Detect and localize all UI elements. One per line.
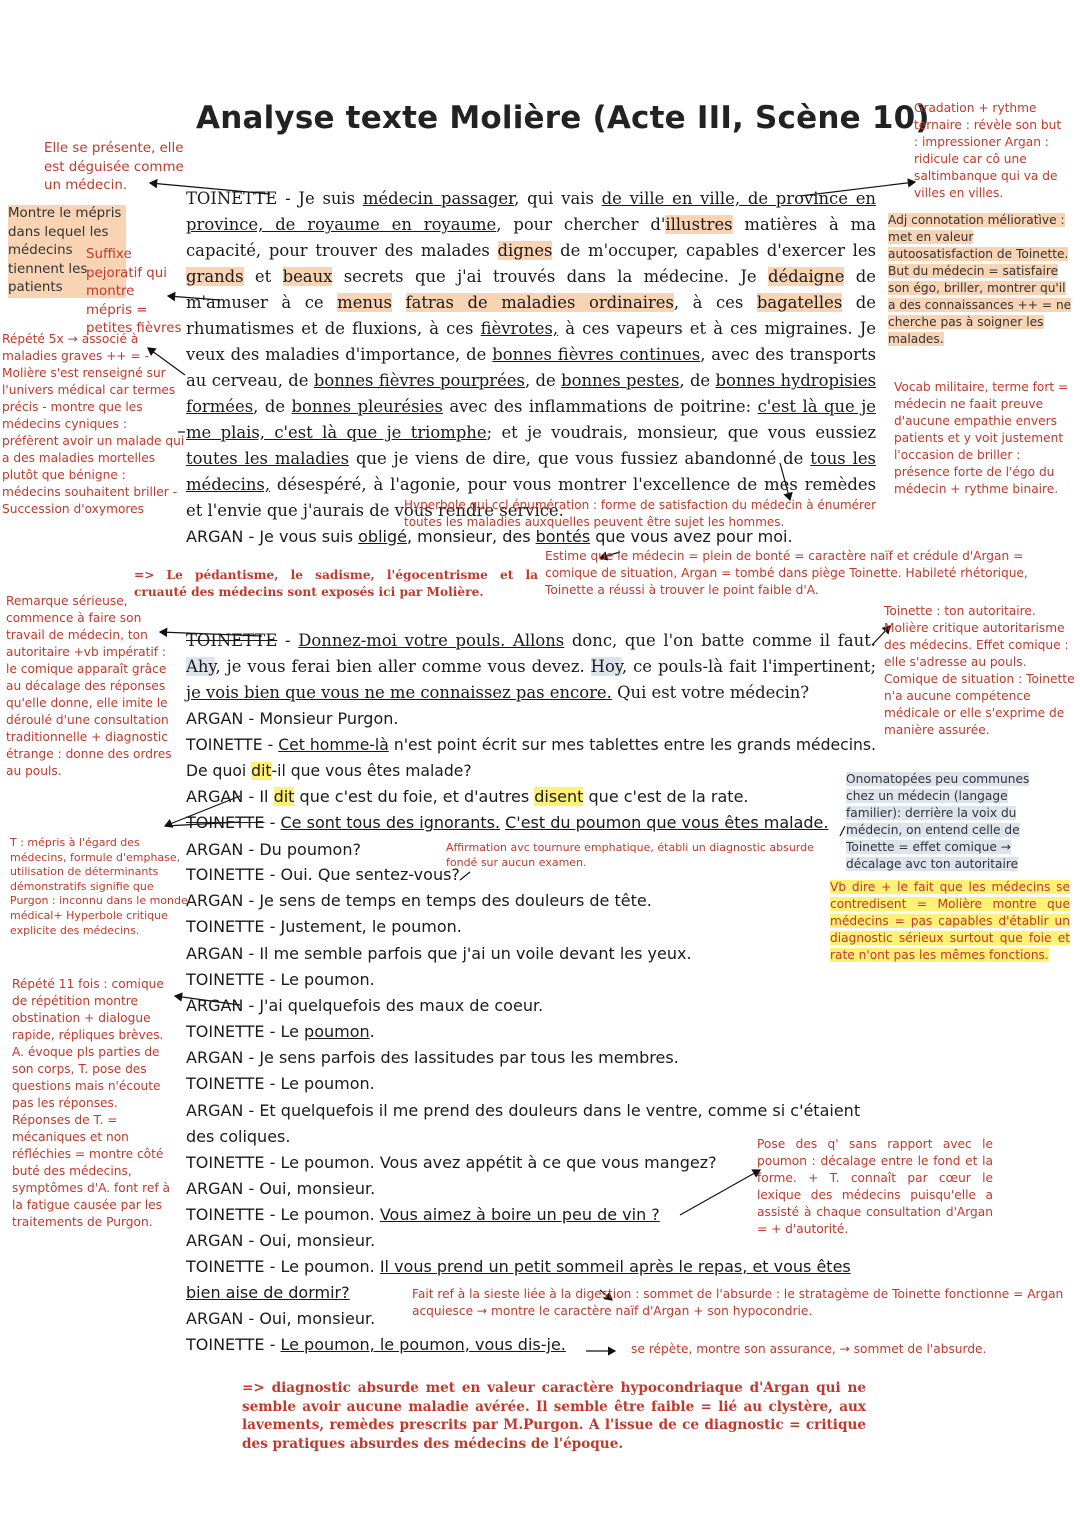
highlight: Hoy [590,657,622,676]
text-fragment [392,293,406,312]
text-fragment: TOINETTE - [186,736,279,754]
text-fragment: ARGAN - Il [186,787,274,806]
text-fragment: secrets que j'ai trouvés dans la médecine. Je [332,267,768,286]
text-fragment: tous les médecins, [186,449,876,494]
text-fragment: Cet homme-là [278,736,389,754]
note-pedantism: => Le pédantisme, le sadisme, l'égocentrisme et la cruauté des médecins sont exposés ici par Molière. [134,568,538,599]
text-fragment: , de [253,397,292,416]
toinette-line-10 [186,1332,566,1358]
text-fragment: , de [524,371,562,390]
note-disguise: Elle se présente, elle est déguisée comme un médecin. [44,141,184,194]
text-fragment: ARGAN - Je vous suis [186,527,359,546]
text-fragment: TOINETTE - Le poumon. [186,1257,380,1276]
text-fragment: que je viens de dire, que vous fussiez abandonné de [349,449,811,468]
highlight: Adj connotation mélioratìve : met en valeur autoosatisfaction de Toinette. But du médecin = satisfaire son égo, briller, montrer qu'il a des connaissances ++ = ne cherche pas à soigner les malades. [888,213,1072,346]
dialogue-line: TOINETTE - Oui. Que sentez-vous? [186,865,460,884]
note-authority: Toinette : ton autoritaire. Molière critique autoritarisme des médecins. Effet comique : elle s'adresse au pouls. Comique de situation : Toinette n'a aucune compétence médicale or elle s'exprime de manière assurée. [884,604,1075,737]
text-fragment: , qui vais [514,189,602,208]
toinette-line-5 [186,1019,375,1045]
note-contempt: Montre le mépris dans lequel les médecins tiennent les patients [8,205,126,298]
argan-line-2: ARGAN - Monsieur Purgon. [186,709,399,728]
conclusion: => diagnostic absurde met en valeur caractère hypocondriaque d'Argan qui ne semble avoir aucune maladie avérée. Il semble être faible = lié au clystère, aux lavements, remèdes prescrits par M.Purgon. A l'issue de ce diagnostic = critique des pratiques absurdes des médecins de l'époque. [242,1380,866,1452]
text-fragment: n'est point écrit sur mes tablettes entre les grands médecins. De quoi [186,736,877,780]
text-fragment: de rhumatismes et de fluxions, à ces [186,293,876,338]
dialogue-line: ARGAN - Du poumon? [186,840,361,859]
text-fragment: , à ces [673,293,757,312]
dialogue-line: TOINETTE - Le poumon. [186,970,375,989]
toinette-pulse [186,628,876,706]
highlight: dédaigne [767,267,845,286]
highlight: dit [251,762,272,780]
toinette-line-6: TOINETTE - Le poumon. [186,1074,375,1093]
argan-line-3 [186,784,749,810]
argan-line-5: ARGAN - Je sens parfois des lassitudes par tous les membres. [186,1048,679,1067]
text-fragment: fièvrotes, [480,319,559,338]
text-fragment: à ces vapeurs et à ces migraines. Je veux des maladies d'importance, de [186,319,876,364]
note-contradiction [830,879,1070,964]
highlight: Vb dire + le fait que les médecins se contredisent = Molière montre que médecins = pas capables d'établir un diagnostic sérieux surtout que foie et rate n'ont pas les mêmes fonctions. [830,880,1070,962]
argan-line-8: ARGAN - Oui, monsieur. [186,1231,376,1250]
note-serious: Remarque sérieuse, commence à faire son travail de médecin, ton autoritaire +vb impératif : le comique apparaît grâce au décalage des réponses qu'elle donne, elle imite le déroulé d'une consultation traditionnelle + diagnostic étrange : donne des ordres au pouls. [6,594,172,778]
text-fragment: , monsieur, des [406,527,536,546]
text-fragment: -il que vous êtes malade? [271,762,472,780]
text-fragment: TOINETTE - Le [186,1022,305,1041]
text-fragment: je vois bien que vous ne me connaissez pas encore. [186,683,612,702]
highlight: Ahy [186,657,216,676]
text-fragment: matières à ma capacité, pour trouver des malades [186,215,876,260]
note-onomatopoeia [846,771,1050,873]
text-fragment: ; et je voudrais, monsieur, que vous eussiez [486,423,876,442]
toinette-line-8 [186,1202,660,1228]
dialogue-line: ARGAN - Il me semble parfois que j'ai un voile devant les yeux. [186,944,692,963]
note-repetition-5x: Répété 5x → associé à maladies graves ++ = -Molière s'est renseigné sur l'univers médical car termes précis - montre que les médecins cyniques : préfèrent avoir un malade qui a des maladies mortelles plutôt que bénigne : médecins souhaitent briller - Succession d'oxymores [2,332,185,516]
text-fragment: . [369,1022,375,1041]
text-fragment: c'est là que je me plais, c'est là que je triomphe [186,397,877,442]
text-fragment: que c'est du foie, et d'autres [294,787,535,806]
text-fragment: bonnes fièvres pourprées [313,371,525,390]
text-fragment: , avec des transports au cerveau, de [186,345,877,390]
text-fragment: C'est du poumon que vous êtes malade. [505,813,829,832]
note-purgon: T : mépris à l'égard des médecins, formule d'emphase, utilisation de déterminants démonstratifs signifie que Purgon : inconnu dans le monde médical+ Hyperbole critique explicite des médecins. [10,836,188,937]
highlight: dignes [497,241,553,260]
text-fragment: bonnes pestes [561,371,680,390]
text-fragment: et [243,267,283,286]
note-assurance: se répète, montre son assurance, → sommet de l'absurde. [631,1342,987,1356]
note-kindness: Estime que le médecin = plein de bonté = caractère naïf et crédule d'Argan = comique de situation, Argan = tombé dans piège Toinette. Habileté rhétorique, Toinette a réussi à trouver le point faible d'A. [545,549,1028,597]
highlight: dit [273,787,295,806]
toinette-line-3 [186,732,876,784]
note-questions: Pose des q' sans rapport avec le poumon : décalage entre le fond et la forme. + T. connaît par cœur le lexique des médecins puisqu'elle a assisté à chaque consultation d'Argan = + d'autorité. [757,1137,993,1236]
highlight: bagatelles [756,293,843,312]
text-fragment: , ce pouls-là fait l'impertinent; [621,657,876,676]
dialogue-line: ARGAN - J'ai quelquefois des maux de coeur. [186,996,544,1015]
toinette-line-7: TOINETTE - Le poumon. Vous avez appétit à ce que vous mangez? [186,1153,717,1172]
text-fragment: bonnes pleurésies [291,397,443,416]
text-fragment: Donnez-moi votre pouls. Allons [298,631,565,650]
highlight: grands [186,267,244,286]
argan-line-7: ARGAN - Oui, monsieur. [186,1179,376,1198]
text-fragment: - Je suis [277,189,363,208]
text-fragment: , je vous ferai bien aller comme vous devez. [215,657,591,676]
toinette-line-4 [186,810,828,836]
note-repetition-11x: Répété 11 fois : comique de répétition montre obstination + dialogue rapide, répliques brèves. A. évoque pls parties de son corps, T. pose des questions mais n'écoute pas les réponses. Réponses de T. = mécaniques et non réfléchies = montre côté buté des médecins, symptômes d'A. font ref à la fatigue causée par les traitements de Purgon. [12,977,170,1229]
text-fragment: , de [679,371,716,390]
text-fragment: TOINETTE [186,813,265,832]
text-fragment: Le poumon, le poumon, vous dis-je. [280,1335,566,1354]
note-gradation: Gradation + rythme ternaire : révèle son but : impressioner Argan : ridicule car cô une saltimbanque qui va de villes en villes. [914,101,1062,200]
text-fragment: Vous aimez à boire un peu de vin ? [379,1205,660,1224]
text-fragment: médecin passager [362,189,515,208]
text-fragment: , pour chercher d' [496,215,666,234]
text-fragment: - [277,631,299,650]
note-meliorative [888,212,1074,348]
text-fragment: TOINETTE - [186,1335,281,1354]
speaker-toinette: TOINETTE [186,189,278,208]
highlight: beaux [282,267,333,286]
text-fragment: toutes les maladies [186,449,350,468]
note-suffix: Suffixe pejoratif qui montre mépris = petites fièvres [86,247,182,337]
note-nap: Fait ref à la sieste liée à la digestion : sommet de l'absurde : le stratagème de Toinette fonctionne = Argan acquiesce → montre le caractère naïf d'Argan + son hypocondrie. [412,1287,1064,1318]
highlight: Onomatopées peu communes chez un médecin (langage familier): derrière la voix du médecin, on entend celle de Toinette = effet comique → décalage avc ton autoritaire [846,772,1030,871]
text-fragment: - [264,813,281,832]
highlight: illustres [665,215,733,234]
argan-line-6: ARGAN - Et quelquefois il me prend des douleurs dans le ventre, comme si c'étaient des coliques. [186,1101,861,1146]
highlight: disent [534,787,584,806]
text-fragment: avec des inflammations de poitrine: [442,397,758,416]
text-fragment: TOINETTE [186,631,278,650]
note-emphatic: Affirmation avc tournure emphatique, établi un diagnostic absurde fondé sur aucun examen. [446,841,814,869]
highlight: fatras de maladies ordinaires [405,293,674,312]
page-title: Analyse texte Molière (Acte III, Scène 10) [196,100,930,136]
text-fragment: Il vous prend un petit sommeil après le repas, et vous êtes bien aise de dormir? [186,1257,851,1302]
text-fragment: de m'amuser à ce [186,267,877,312]
text-fragment: Qui est votre médecin? [611,683,810,702]
text-fragment: que vous avez pour moi. [590,527,793,546]
text-fragment: bonnes fièvres continues [492,345,701,364]
note-military: Vocab militaire, terme fort = médecin ne faait preuve d'aucune empathie envers patients et y voit justement l'occasion de briller : présence forte de l'égo du médecin + rythme binaire. [894,380,1069,496]
text-fragment: obligé [358,527,407,546]
text-fragment: désespéré, à l'agonie, pour vous montrer l'excellence de mes remèdes et l'envie que j'aurais de vous rendre service. [186,475,876,520]
note-hyperbole: Hyperbole qui ccl énumération : forme de satisfaction du médecin à énumérer toutes les maladies auxquelles peuvent être sujet les hommes. [404,498,877,529]
dialogue-line: TOINETTE - Justement, le poumon. [186,917,462,936]
text-fragment: de ville en ville, de province en province, de royaume en royaume [186,189,876,234]
text-fragment: que c'est de la rate. [583,787,749,806]
text-fragment: donc, que l'on batte comme il faut. [564,631,877,650]
toinette-tirade [186,186,876,524]
text-fragment: bonnes hydropisies formées [186,371,876,416]
text-fragment: de m'occuper, capables d'exercer les [552,241,876,260]
text-fragment: bontés [535,527,591,546]
text-fragment: TOINETTE - Le poumon. [186,1205,380,1224]
dialogue-line: ARGAN - Je sens de temps en temps des douleurs de tête. [186,891,652,910]
argan-line-9: ARGAN - Oui, monsieur. [186,1309,376,1328]
text-fragment: poumon [304,1022,370,1041]
highlight: menus [337,293,392,312]
text-fragment: Ce sont tous des ignorants. [280,813,501,832]
